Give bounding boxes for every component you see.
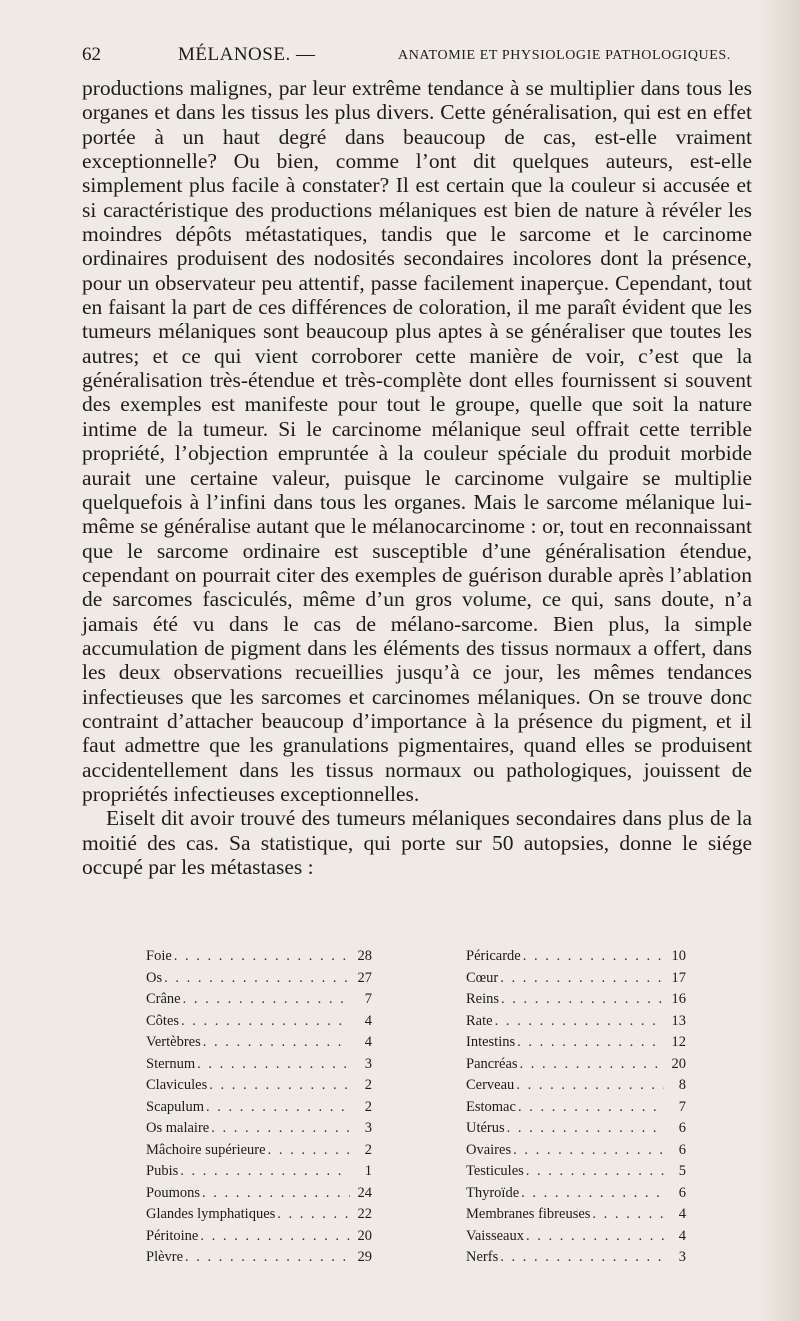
table-row: [466, 989, 686, 1011]
table-row: [466, 946, 686, 968]
site-count: 4: [678, 1227, 686, 1244]
site-label: Membranes fibreuses: [466, 1206, 591, 1222]
running-title: MÉLANOSE. —: [178, 44, 316, 65]
site-count: 6: [678, 1120, 686, 1136]
dot-leader: [209, 1075, 350, 1097]
site-label: Péritoine: [146, 1227, 199, 1244]
table-row: [146, 1075, 372, 1097]
site-label: Pubis: [146, 1163, 179, 1179]
site-label: Poumons: [146, 1184, 200, 1201]
dot-leader: [183, 989, 350, 1011]
dot-leader: [268, 1140, 350, 1162]
table-row: [466, 1097, 686, 1119]
site-count: 6: [678, 1141, 686, 1158]
site-label: Cœur: [466, 969, 499, 986]
dot-leader: [520, 1054, 664, 1076]
site-label: Reins: [466, 991, 500, 1007]
site-count: 3: [364, 1055, 372, 1072]
paragraph-eiselt: Eiselt dit avoir trouvé des tumeurs mélaniques secondaires dans plus de la moitié des cas. Sa statistique, qui porte sur 50 autopsies, donne le siége occupé par les métastases :: [82, 806, 752, 879]
site-count: 17: [671, 969, 686, 986]
site-count: 4: [364, 1012, 372, 1029]
table-row: [146, 1118, 372, 1140]
dot-leader: [507, 1118, 664, 1140]
site-label: Clavicules: [146, 1077, 208, 1093]
paragraph-generalisation: productions malignes, par leur extrême tendance à se multiplier dans tous les organes et dans les tissus les plus divers. Cette généralisation, qui est en effet portée à un haut degré dans beaucoup de cas, est-elle vraiment exceptionnelle? Ou bien, comme l’ont dit quelques auteurs, est-elle simplement plus facile à constater? Il est certain que la couleur si accusée et si caractéristique des productions mélaniques est bien de nature à révéler les moindres dépôts métastatiques, tandis que le sarcome et le carcinome ordinaires produisent des nodosités secondaires incolores dont la présence, pour un observateur peu attentif, passe facilement inaperçue. Cependant, tout en faisant la part de ces différences de coloration, il me paraît évident que les tumeurs mélaniques sont beaucoup plus aptes à se généraliser que toutes les autres; et ce qui vient corroborer cette manière de voir, c’est que la généralisation très-étendue et très-complète dont elles fournissent si souvent des exemples est manifeste pour tout le groupe, quelle que soit la nature intime de la tumeur. Si le carcinome mélanique seul offrait cette terrible propriété, l’objection empruntée à la couleur spéciale du produit morbide aurait une certaine valeur, puisque le carcinome vulgaire se multiplie quelquefois à l’infini dans tous les organes. Mais le sarcome mélanique lui-même se généralise autant que le mélanocarcinome : or, tout en reconnaissant que le sarcome ordinaire est susceptible d’une généralisation étendue, cependant on pourrait citer des exemples de guérison durable après l’ablation de sarcomes fasciculés, même d’un gros volume, ce qui, sans doute, n’a jamais été vu dans le cas de mélano-sarcome. Bien plus, la simple accumulation de pigment dans les éléments des tissus normaux a offert, dans les deux observations recueillies jusqu’à ce jour, les mêmes tendances infectieuses que les sarcomes et carcinomes mélaniques. On se trouve donc contraint d’attacher beaucoup d’importance à la présence du pigment, et il faut admettre que les granulations pigmentaires, quand elles se produisent accidentellement dans les tissus normaux ou pathologiques, jouissent de propriétés infectieuses exceptionnelles.: [82, 76, 752, 806]
dot-leader: [277, 1204, 350, 1226]
site-label: Glandes lymphatiques: [146, 1206, 276, 1222]
site-count: 16: [671, 991, 686, 1007]
dot-leader: [200, 1226, 350, 1248]
dot-leader: [202, 1183, 350, 1205]
body-text: [82, 76, 752, 879]
dot-leader: [518, 1097, 664, 1119]
dot-leader: [164, 968, 350, 990]
table-row: [146, 1140, 372, 1162]
site-label: Os malaire: [146, 1120, 210, 1136]
site-count: 27: [357, 969, 372, 986]
site-count: 7: [364, 991, 372, 1007]
site-label: Rate: [466, 1012, 493, 1029]
site-count: 5: [678, 1163, 686, 1179]
running-header: [82, 44, 752, 74]
table-row: [466, 1118, 686, 1140]
site-count: 28: [357, 948, 372, 964]
dot-leader: [500, 968, 664, 990]
site-label: Scapulum: [146, 1098, 204, 1115]
table-row: [146, 946, 372, 968]
table-row: [146, 1054, 372, 1076]
site-count: 2: [364, 1141, 372, 1158]
site-count: 1: [364, 1163, 372, 1179]
table-row: [466, 1247, 686, 1269]
site-count: 4: [364, 1034, 372, 1050]
table-row: [466, 1140, 686, 1162]
page-number: 62: [82, 44, 101, 65]
site-count: 24: [357, 1184, 372, 1201]
site-count: 20: [671, 1055, 686, 1072]
site-label: Plèvre: [146, 1249, 184, 1265]
table-row: [466, 1075, 686, 1097]
table-row: [146, 1097, 372, 1119]
dot-leader: [521, 1183, 664, 1205]
dot-leader: [185, 1247, 350, 1269]
site-label: Sternum: [146, 1055, 196, 1072]
table-row: [146, 1011, 372, 1033]
table-row: [466, 968, 686, 990]
site-label: Crâne: [146, 991, 181, 1007]
dot-leader: [517, 1032, 664, 1054]
dot-leader: [501, 989, 664, 1011]
dot-leader: [206, 1097, 350, 1119]
dot-leader: [180, 1161, 350, 1183]
site-label: Vertèbres: [146, 1034, 201, 1050]
site-count: 2: [364, 1077, 372, 1093]
site-label: Nerfs: [466, 1249, 499, 1265]
table-row: [146, 1032, 372, 1054]
site-label: Estomac: [466, 1098, 516, 1115]
site-label: Péricarde: [466, 948, 521, 964]
page-edge-shadow: [760, 0, 800, 1321]
site-count: 3: [364, 1120, 372, 1136]
dot-leader: [500, 1247, 664, 1269]
metastases-column-right: [466, 946, 686, 1269]
dot-leader: [495, 1011, 664, 1033]
site-count: 12: [671, 1034, 686, 1050]
dot-leader: [513, 1140, 664, 1162]
table-row: [466, 1032, 686, 1054]
table-row: [146, 1161, 372, 1183]
site-label: Mâchoire supérieure: [146, 1141, 266, 1158]
site-count: 22: [357, 1206, 372, 1222]
table-row: [466, 1011, 686, 1033]
dot-leader: [516, 1075, 664, 1097]
site-count: 13: [671, 1012, 686, 1029]
site-label: Os: [146, 969, 163, 986]
dot-leader: [211, 1118, 350, 1140]
table-row: [466, 1183, 686, 1205]
dot-leader: [526, 1226, 664, 1248]
site-count: 10: [671, 948, 686, 964]
metastases-column-left: [146, 946, 372, 1269]
site-count: 8: [678, 1077, 686, 1093]
site-count: 29: [357, 1249, 372, 1265]
site-label: Testicules: [466, 1163, 524, 1179]
site-label: Vaisseaux: [466, 1227, 524, 1244]
table-row: [466, 1161, 686, 1183]
site-label: Côtes: [146, 1012, 180, 1029]
dot-leader: [203, 1032, 350, 1054]
dot-leader: [181, 1011, 350, 1033]
table-row: [146, 1204, 372, 1226]
site-label: Pancréas: [466, 1055, 518, 1072]
site-count: 2: [364, 1098, 372, 1115]
site-count: 20: [357, 1227, 372, 1244]
site-label: Foie: [146, 948, 172, 964]
site-count: 6: [678, 1184, 686, 1201]
site-count: 7: [678, 1098, 686, 1115]
table-row: [146, 1226, 372, 1248]
table-row: [466, 1226, 686, 1248]
site-label: Ovaires: [466, 1141, 512, 1158]
dot-leader: [592, 1204, 664, 1226]
site-count: 4: [678, 1206, 686, 1222]
dot-leader: [174, 946, 350, 968]
site-count: 3: [678, 1249, 686, 1265]
running-subtitle: ANATOMIE ET PHYSIOLOGIE PATHOLOGIQUES.: [398, 48, 731, 63]
site-label: Utérus: [466, 1120, 505, 1136]
dot-leader: [197, 1054, 350, 1076]
site-label: Intestins: [466, 1034, 516, 1050]
table-row: [146, 1183, 372, 1205]
table-row: [146, 1247, 372, 1269]
table-row: [146, 968, 372, 990]
dot-leader: [526, 1161, 664, 1183]
table-row: [466, 1054, 686, 1076]
table-row: [146, 989, 372, 1011]
site-label: Thyroïde: [466, 1184, 520, 1201]
table-row: [466, 1204, 686, 1226]
site-label: Cerveau: [466, 1077, 515, 1093]
dot-leader: [523, 946, 664, 968]
